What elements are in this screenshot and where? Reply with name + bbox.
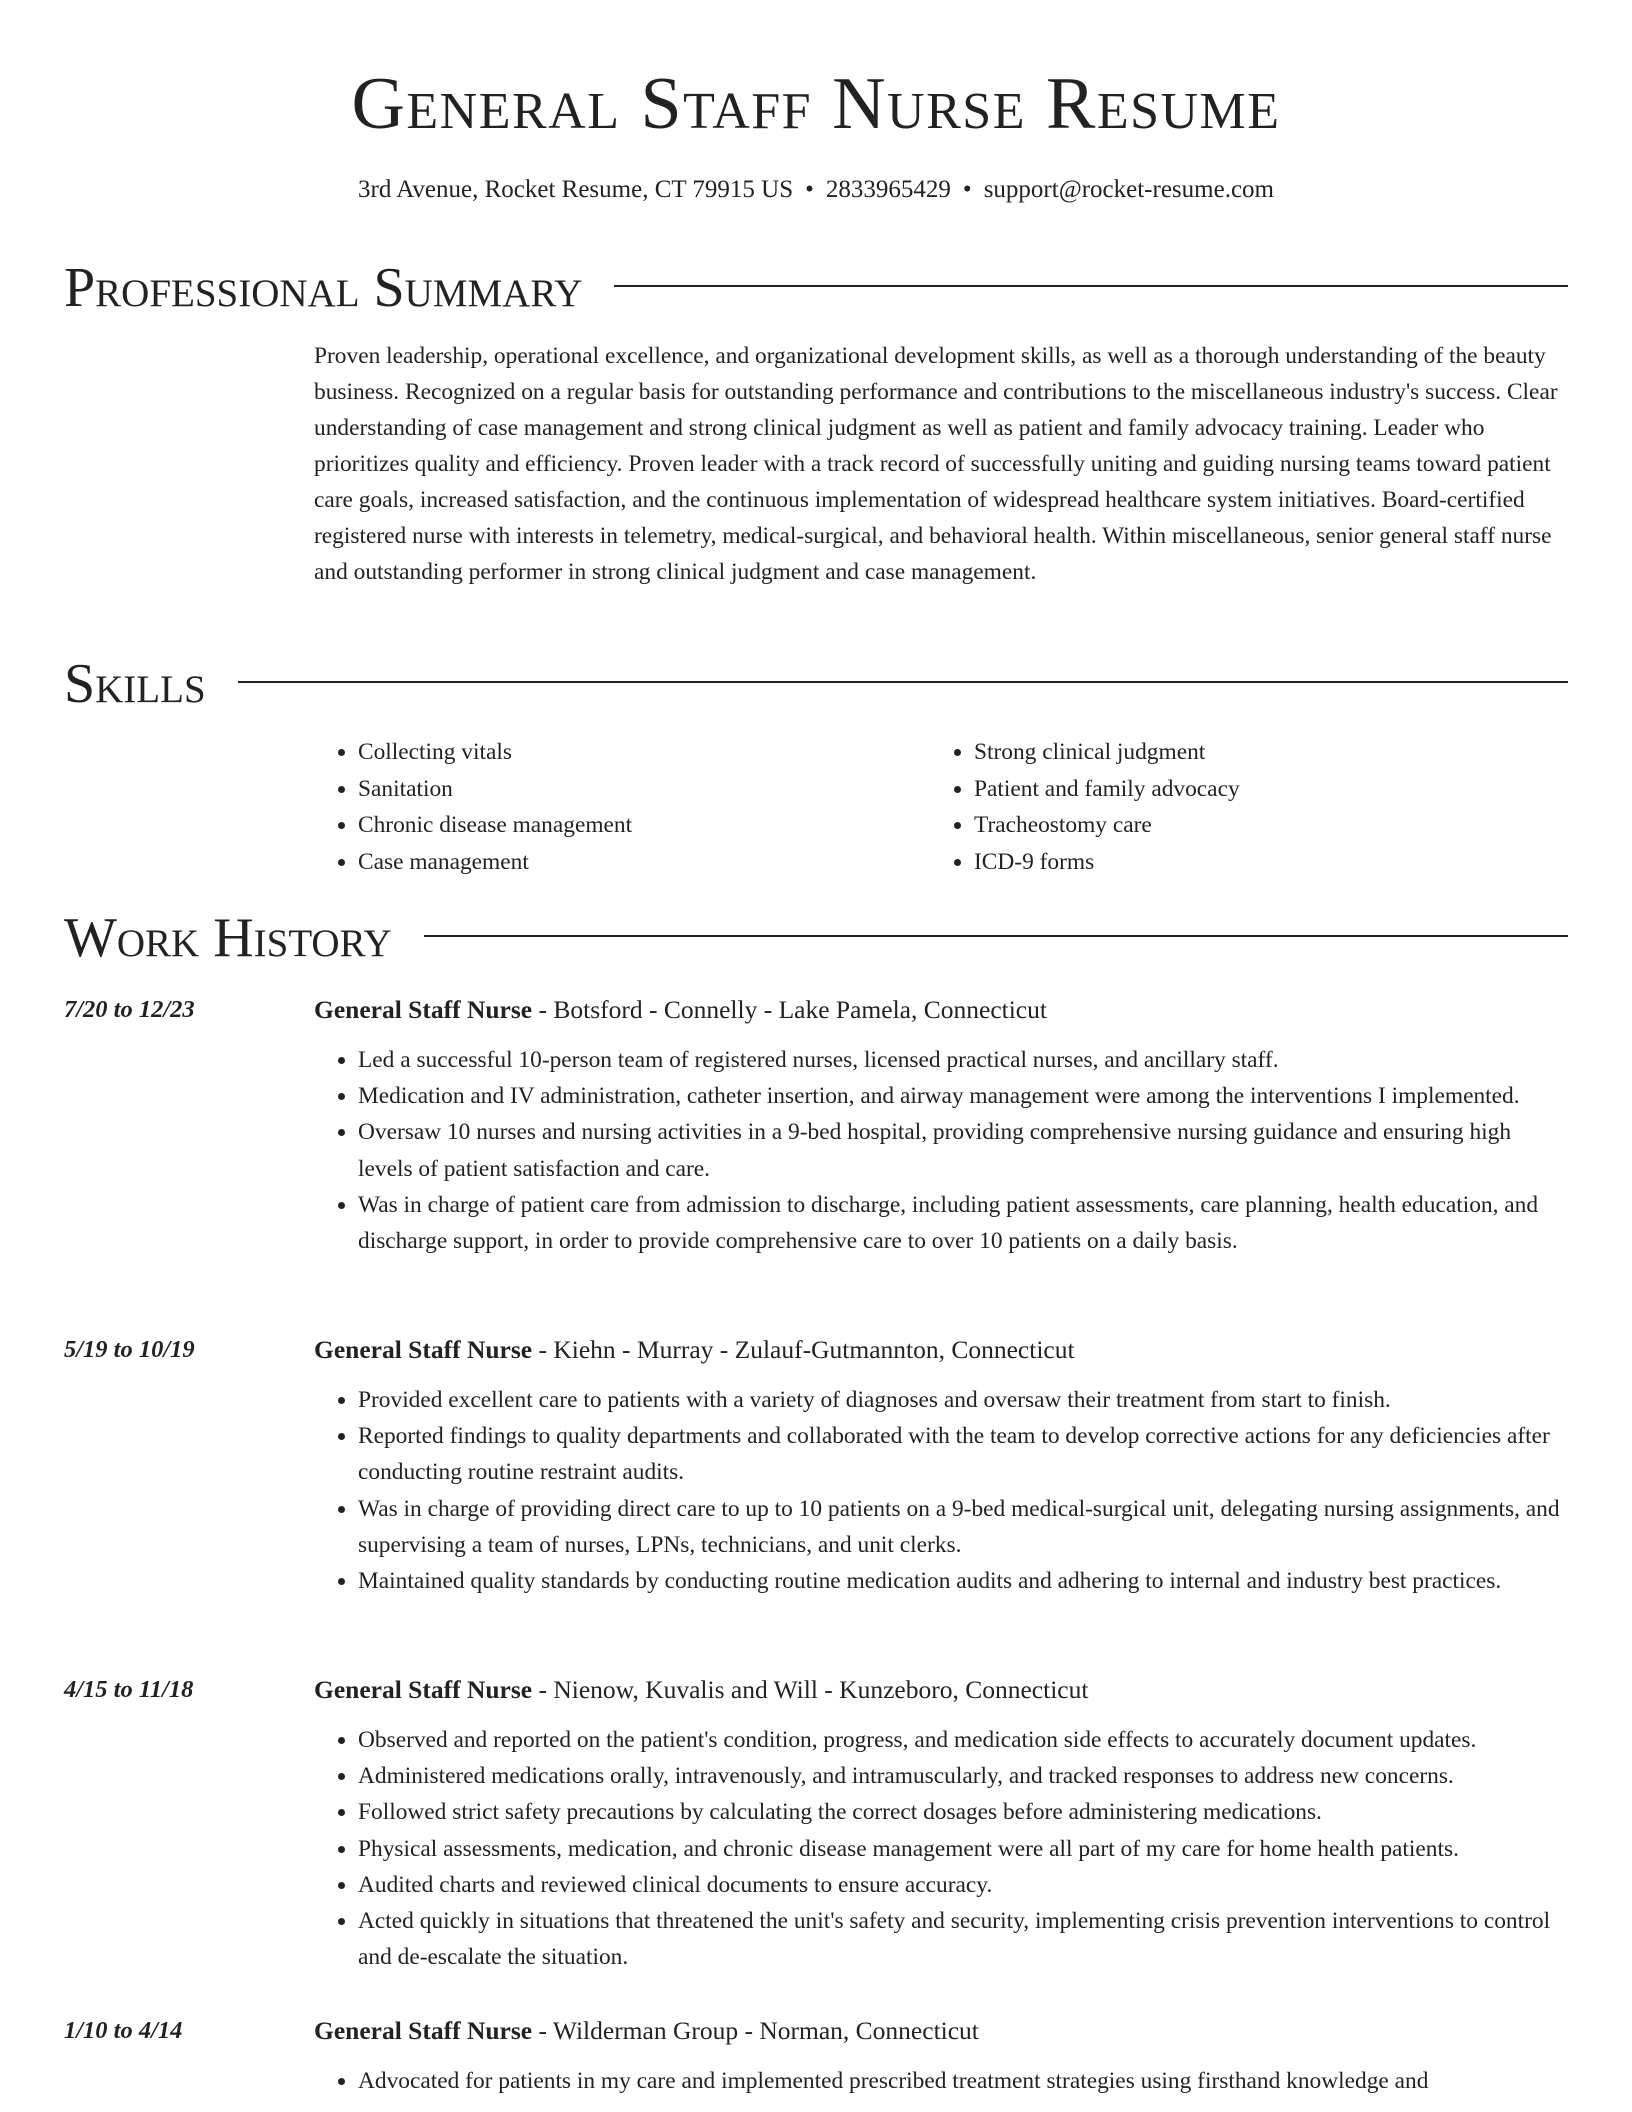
skill-item: • Sanitation [358, 771, 930, 808]
skill-item: • Tracheostomy care [974, 807, 1546, 844]
job-title-line [314, 1672, 1570, 1708]
job-title-line [314, 2013, 1570, 2049]
contact-address: 3rd Avenue, Rocket Resume, CT 79915 US [358, 176, 794, 203]
skill-item: • Patient and family advocacy [974, 771, 1546, 808]
job-role: General Staff Nurse [314, 995, 533, 1024]
contact-phone: 2833965429 [825, 176, 951, 203]
job-title-line [314, 1332, 1570, 1368]
work-section-header [64, 906, 1568, 970]
job-role: General Staff Nurse [314, 1675, 533, 1704]
contact-separator: • [805, 176, 814, 203]
job-bullet: • Provided excellent care to patients with a variety of diagnoses and oversaw their treatment from start to finish. [358, 1382, 1570, 1418]
job-bullets [314, 2063, 1570, 2099]
skills-list [314, 734, 1570, 881]
job-bullet: • Audited charts and reviewed clinical documents to ensure accuracy. [358, 1867, 1570, 1903]
job-bullet: • Maintained quality standards by conducting routine medication audits and adhering to internal and industry best practices. [358, 1563, 1570, 1599]
job-role: General Staff Nurse [314, 2016, 533, 2045]
contact-email[interactable]: support@rocket-resume.com [983, 176, 1274, 203]
job-employer: - Wilderman Group - Norman, Connecticut [532, 2016, 979, 2045]
job-employer: - Kiehn - Murray - Zulauf-Gutmannton, Connecticut [532, 1335, 1075, 1364]
skills-column-right [930, 734, 1546, 881]
job-bullet: • Physical assessments, medication, and chronic disease management were all part of my care for home health patients. [358, 1831, 1570, 1867]
job-bullet: • Reported findings to quality departments and collaborated with the team to develop corrective actions for any deficiencies after conducting routine restraint audits. [358, 1418, 1570, 1490]
skill-item: • Collecting vitals [358, 734, 930, 771]
contact-separator: • [962, 176, 972, 203]
job-employer: - Nienow, Kuvalis and Will - Kunzeboro, Connecticut [532, 1675, 1089, 1704]
skills-heading: Skills [64, 653, 206, 715]
summary-section-header [64, 256, 1568, 320]
job-bullet: • Was in charge of providing direct care to up to 10 patients on a 9-bed medical-surgical unit, delegating nursing assignments, and supervising a team of nurses, LPNs, technicians, and unit clerks. [358, 1491, 1570, 1563]
contact-line [0, 172, 1632, 208]
job-dates: 1/10 to 4/14 [64, 2017, 183, 2044]
job-bullet: • Observed and reported on the patient's condition, progress, and medication side effects to accurately document updates. [358, 1722, 1570, 1758]
job-bullet: • Administered medications orally, intravenously, and intramuscularly, and tracked responses to address new concerns. [358, 1758, 1570, 1794]
job-bullet: • Followed strict safety precautions by calculating the correct dosages before administering medications. [358, 1794, 1570, 1830]
job-bullets [314, 1382, 1570, 1599]
section-divider [614, 285, 1568, 287]
skill-item: • ICD-9 forms [974, 844, 1546, 881]
job-bullets [314, 1042, 1570, 1259]
skills-section-header [64, 652, 1568, 716]
job-title-line [314, 992, 1570, 1028]
job-bullets [314, 1722, 1570, 1975]
job-role: General Staff Nurse [314, 1335, 533, 1364]
job-bullet: • Medication and IV administration, catheter insertion, and airway management were among the interventions I implemented. [358, 1078, 1570, 1114]
job-employer: - Botsford - Connelly - Lake Pamela, Connecticut [532, 995, 1047, 1024]
job-dates: 7/20 to 12/23 [64, 996, 195, 1023]
skill-item: • Strong clinical judgment [974, 734, 1546, 771]
skills-column-left [314, 734, 930, 881]
job-bullet: • Oversaw 10 nurses and nursing activities in a 9-bed hospital, providing comprehensive nursing guidance and ensuring high levels of patient satisfaction and care. [358, 1114, 1570, 1186]
section-divider [424, 935, 1568, 937]
summary-text: Proven leadership, operational excellence, and organizational development skills, as well as a thorough understanding of the beauty business. Recognized on a regular basis for outstanding performance and contributions to the miscellaneous industry's success. Clear understanding of case management and strong clinical judgment as well as patient and family advocacy training. Leader who prioritizes quality and efficiency. Proven leader with a track record of successfully uniting and guiding nursing teams toward patient care goals, increased satisfaction, and the continuous implementation of widespread healthcare system initiatives. Board-certified registered nurse with interests in telemetry, medical-surgical, and behavioral health. Within miscellaneous, senior general staff nurse and outstanding performer in strong clinical judgment and case management. [314, 343, 1558, 585]
skill-item: • Chronic disease management [358, 807, 930, 844]
summary-heading: Professional Summary [64, 257, 583, 319]
job-dates: 4/15 to 11/18 [64, 1676, 194, 1703]
job-dates: 5/19 to 10/19 [64, 1336, 195, 1363]
job-bullet: • Advocated for patients in my care and implemented prescribed treatment strategies using firsthand knowledge and [358, 2063, 1570, 2099]
job-bullet: • Acted quickly in situations that threatened the unit's safety and security, implementing crisis prevention interventions to control and de-escalate the situation. [358, 1903, 1570, 1975]
page-title: General Staff Nurse Resume [351, 63, 1281, 145]
job-bullet: • Led a successful 10-person team of registered nurses, licensed practical nurses, and ancillary staff. [358, 1042, 1570, 1078]
work-heading: Work History [64, 907, 392, 969]
skill-item: • Case management [358, 844, 930, 881]
section-divider [238, 681, 1568, 683]
job-bullet: • Was in charge of patient care from admission to discharge, including patient assessments, care planning, health education, and discharge support, in order to provide comprehensive care to over 10 patients on a daily basis. [358, 1187, 1570, 1259]
